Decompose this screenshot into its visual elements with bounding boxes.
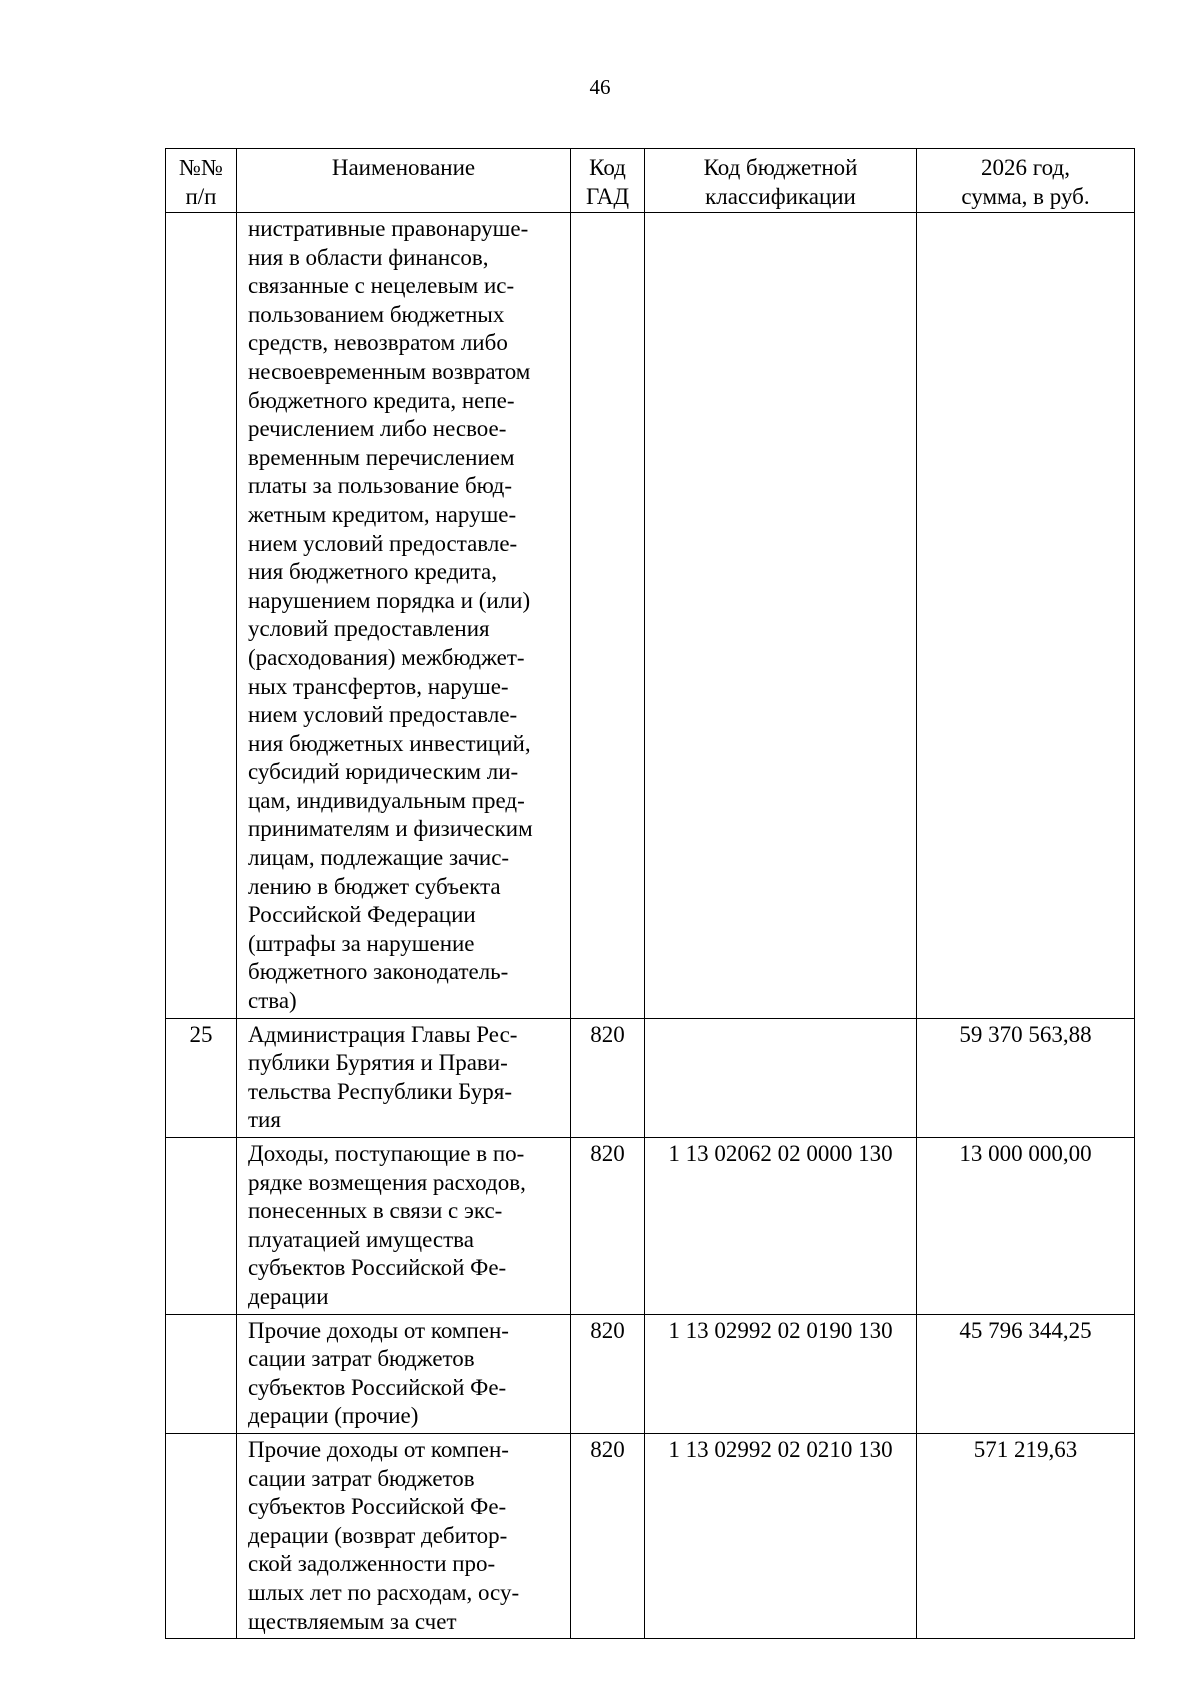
row-gad-code-cell: 820 (571, 1138, 645, 1315)
header-num-line: п/п (185, 184, 217, 209)
row-name-line: ния бюджетных инвестиций, (248, 730, 531, 756)
budget-table (165, 148, 1135, 1639)
row-number-cell (166, 1433, 237, 1638)
header-sum (917, 149, 1135, 213)
table-row (166, 213, 1135, 1019)
row-name-line: лению в бюджет субъекта (248, 873, 501, 899)
row-name-line: временным перечислением (248, 444, 515, 470)
row-amount-cell: 45 796 344,25 (917, 1314, 1135, 1433)
row-name-line: ства) (248, 988, 297, 1014)
header-sum-line: сумма, в руб. (961, 184, 1090, 209)
row-name-cell (237, 1138, 571, 1315)
header-gad (571, 149, 645, 213)
row-name-line: пользованием бюджетных (248, 301, 505, 327)
row-amount-cell: 59 370 563,88 (917, 1018, 1135, 1137)
row-name-line: речислением либо несвое- (248, 416, 507, 442)
row-number-cell (166, 1138, 237, 1315)
row-name-line: дерации (возврат дебитор- (248, 1522, 508, 1548)
row-name-line: публики Бурятия и Прави- (248, 1050, 508, 1076)
row-name-line: платы за пользование бюд- (248, 473, 513, 499)
row-name-line: дерации (248, 1283, 329, 1309)
row-name-line: нистративные правонаруше- (248, 216, 529, 241)
row-name-cell (237, 1018, 571, 1137)
row-name-line: нием условий предоставле- (248, 702, 518, 728)
row-name-line: жетным кредитом, наруше- (248, 501, 517, 527)
row-gad-code-cell: 820 (571, 1018, 645, 1137)
table-header-row (166, 149, 1135, 213)
row-amount-cell: 571 219,63 (917, 1433, 1135, 1638)
header-kbk-line: классификации (705, 184, 856, 209)
row-budget-code-cell (645, 213, 917, 1019)
row-name-line: Прочие доходы от компен- (248, 1436, 509, 1462)
header-name-line: Наименование (331, 155, 476, 180)
row-name-line: ния в области финансов, (248, 244, 489, 270)
row-name-line: бюджетного кредита, непе- (248, 387, 515, 413)
row-name-line: дерации (прочие) (248, 1403, 419, 1429)
row-name-line: Российской Федерации (248, 902, 476, 928)
table-row (166, 1018, 1135, 1137)
row-name-line: цам, индивидуальным пред- (248, 787, 525, 813)
row-name-cell (237, 1433, 571, 1638)
row-name-line: Администрация Главы Рес- (248, 1021, 518, 1047)
row-name-line: ской задолженности про- (248, 1551, 496, 1577)
header-gad-line: Код (589, 155, 626, 180)
row-name-cell (237, 213, 571, 1019)
row-name-line: несвоевременным возвратом (248, 358, 531, 384)
row-name-line: Прочие доходы от компен- (248, 1317, 509, 1343)
row-budget-code-cell: 1 13 02062 02 0000 130 (645, 1138, 917, 1315)
row-gad-code-cell: 820 (571, 1314, 645, 1433)
header-num-line: №№ (179, 155, 223, 180)
row-number-cell (166, 213, 237, 1019)
row-name-line: лицам, подлежащие зачис- (248, 845, 510, 871)
header-kbk (645, 149, 917, 213)
row-name-line: субъектов Российской Фе- (248, 1255, 507, 1281)
row-name-line: тельства Республики Буря- (248, 1078, 513, 1104)
header-sum-line: 2026 год, (981, 155, 1070, 180)
row-name-line: субъектов Российской Фе- (248, 1494, 507, 1520)
table-row (166, 1433, 1135, 1638)
header-gad-line: ГАД (585, 184, 630, 209)
row-budget-code-cell (645, 1018, 917, 1137)
table-row (166, 1314, 1135, 1433)
row-name-line: шлых лет по расходам, осу- (248, 1579, 520, 1605)
row-name-line: плуатацией имущества (248, 1226, 474, 1252)
row-name-line: принимателям и физическим (248, 816, 533, 842)
row-amount-cell: 13 000 000,00 (917, 1138, 1135, 1315)
table-row (166, 1138, 1135, 1315)
row-name-line: бюджетного законодатель- (248, 959, 509, 985)
row-name-line: тия (248, 1107, 281, 1133)
row-budget-code-cell: 1 13 02992 02 0210 130 (645, 1433, 917, 1638)
row-name-line: субъектов Российской Фе- (248, 1374, 507, 1400)
row-name-line: сации затрат бюджетов (248, 1346, 475, 1372)
row-number-cell (166, 1314, 237, 1433)
row-gad-code-cell (571, 213, 645, 1019)
row-gad-code-cell: 820 (571, 1433, 645, 1638)
row-name-line: (штрафы за нарушение (248, 930, 475, 956)
row-name-line: нарушением порядка и (или) (248, 587, 531, 613)
row-name-line: ния бюджетного кредита, (248, 559, 498, 585)
header-num (166, 149, 237, 213)
row-name-line: сации затрат бюджетов (248, 1465, 475, 1491)
row-name-line: связанные с нецелевым ис- (248, 273, 515, 299)
page-number: 46 (589, 75, 611, 99)
header-name (237, 149, 571, 213)
row-name-line: понесенных в связи с экс- (248, 1198, 503, 1224)
row-name-line: нием условий предоставле- (248, 530, 518, 556)
row-name-line: ных трансфертов, наруше- (248, 673, 509, 699)
row-name-line: субсидий юридическим ли- (248, 759, 519, 785)
row-name-cell (237, 1314, 571, 1433)
row-number-cell: 25 (166, 1018, 237, 1137)
row-name-line: условий предоставления (248, 616, 490, 642)
row-name-line: ществляемым за счет (248, 1608, 457, 1634)
row-name-line: (расходования) межбюджет- (248, 644, 525, 670)
row-name-line: рядке возмещения расходов, (248, 1169, 526, 1195)
row-amount-cell (917, 213, 1135, 1019)
row-name-line: средств, невозвратом либо (248, 330, 508, 356)
table-body (166, 213, 1135, 1639)
header-kbk-line: Код бюджетной (703, 155, 858, 180)
row-name-line: Доходы, поступающие в по- (248, 1141, 525, 1166)
row-budget-code-cell: 1 13 02992 02 0190 130 (645, 1314, 917, 1433)
